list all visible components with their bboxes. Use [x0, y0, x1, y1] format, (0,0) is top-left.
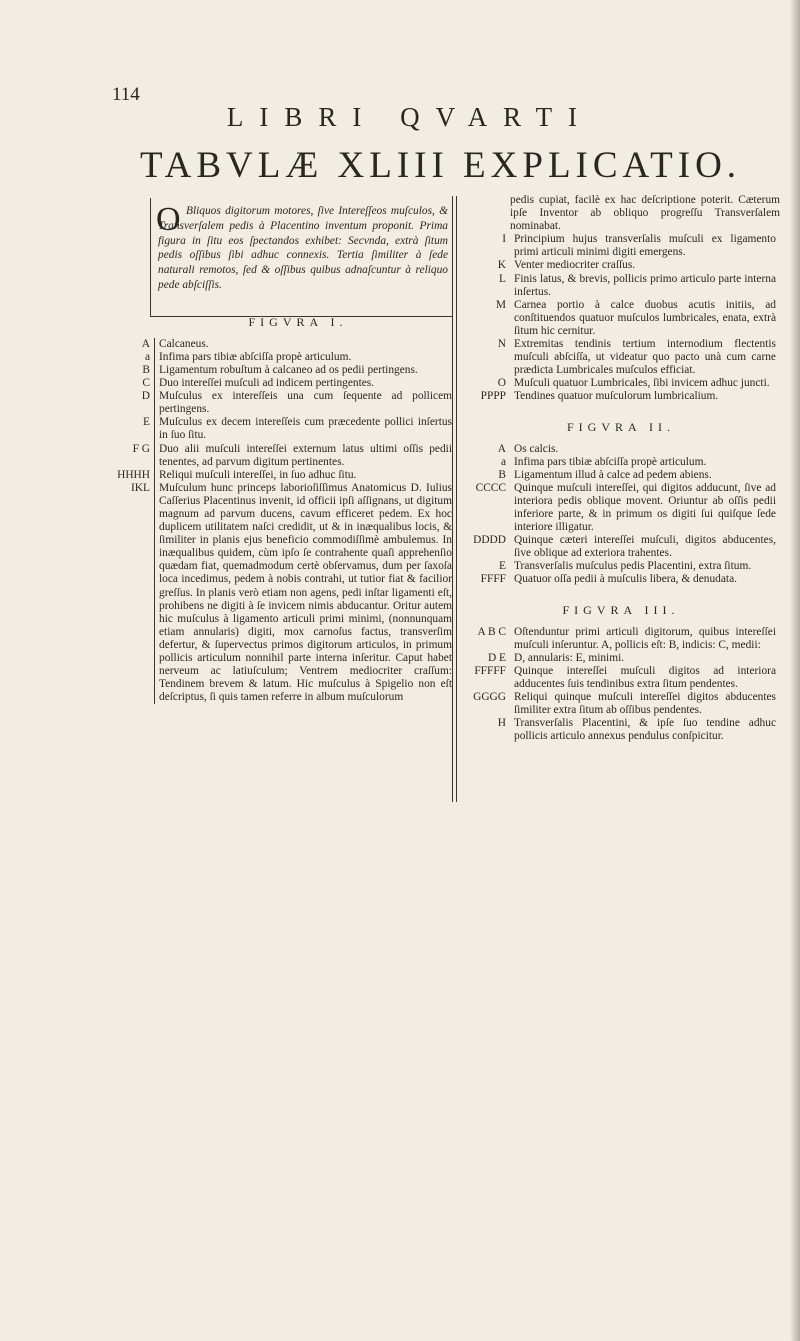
legend-text: Muſculum hunc princeps laborioſiſſimus Anatomicus D. Iulius Caſſerius Placentinus invenit, id officii ipſi aſſignans, ut digitum magnum ad parvum ducens, cavum efficeret pedem. Ex hoc duplicem utilitatem naſci credidit, ut & in inæqualibus locis, & ſimiliter in planis ejus beneficio commodiſſimè ambulemus. In inæqualibus quidem, cùm ipſo ſe contrahente quaſi apprehenſio quædam fiat, quemadmodum certè obſervamus, dum per ſaxoſa loca incedimus, pedem à nobis contrahi, ut tutior fiat & facilior greſſus. In planis verò etiam non agens, pedi inſtar ligamenti eſt, prohibens ne digiti à ſe invicem nimis abducantur. Oritur autem hic muſculus à ligamento articuli primi minimi, (nonnunquam etiam annularis) digiti, mox carnoſus factus, transverſim defertur, & ſupervectus primos digitorum articulos, in primum pollicis articulum nonnihil parte interna inſeritur. Caput habet nerveum ac latiuſculum; Ventrem mediocriter craſſum: Tendinem brevem & latum. Hic muſculus à Spigelio non eſt deſcriptus, ſi quis tamen referre in album muſculorum — [154, 482, 456, 705]
page-title: TABVLÆ XLIII EXPLICATIO. — [140, 145, 742, 186]
figure-3-heading: FIGVRA III. — [562, 602, 680, 617]
legend-label: E — [143, 416, 150, 429]
legend-text: Infima pars tibiæ abſciſſa propè articulum. — [154, 351, 456, 364]
legend-text: Muſculus ex decem intereſſeis cum præcedente pollici inſertus in ſuo ſitu. — [154, 416, 456, 442]
continuation-text: pedis cupiat, facilè ex hac deſcriptione poterit. Cæterum ipſe Inventor ab obliquo progreſſu Transverſalem nominabat. — [510, 194, 780, 233]
legend-entry — [462, 665, 780, 691]
legend-label: GGGG — [473, 691, 506, 703]
legend-entry — [462, 573, 780, 586]
legend-text: Duo intereſſei muſculi ad indicem pertingentes. — [154, 377, 456, 390]
legend-text: Quatuor oſſa pedii à muſculis libera, & denudata. — [514, 573, 738, 586]
legend-text: Transverſalis Placentini, & ipſe ſuo tendine adhuc pollicis articulo annexus pendulus conſpicitur. — [514, 717, 776, 743]
figure-2-legend — [462, 443, 780, 587]
intro-paragraph — [140, 200, 456, 293]
legend-entry — [462, 456, 780, 469]
legend-text: Muſculi quatuor Lumbricales, ſibi invicem adhuc juncti. — [514, 377, 770, 390]
column-divider-left — [456, 196, 457, 802]
legend-entry — [141, 390, 456, 416]
legend-label: N — [497, 338, 506, 351]
legend-text: Tendines quatuor muſculorum lumbricalium. — [514, 390, 719, 403]
legend-label: C — [142, 377, 150, 390]
figure-3-legend — [462, 626, 780, 744]
legend-label: a — [500, 455, 506, 468]
legend-label: CCCC — [475, 481, 506, 494]
legend-text: Reliqui quinque muſculi intereſſei digitos abducentes ſimiliter extra ſitum ab oſſibus pendentes. — [514, 691, 776, 717]
legend-entry — [144, 350, 456, 364]
legend-entry — [462, 482, 780, 534]
legend-entry — [462, 259, 780, 272]
legend-label: O — [497, 377, 506, 390]
legend-text: Duo alii muſculi intereſſei externum latus ultimi oſſis pedii tenentes, ad parvum digitum pertinentes. — [154, 443, 456, 469]
legend-label: DDDD — [473, 534, 506, 547]
legend-label: I — [502, 233, 506, 246]
legend-label: A B C — [477, 625, 506, 638]
legend-label: E — [499, 560, 506, 573]
legend-entry — [462, 338, 780, 377]
legend-text: Calcaneus. — [154, 338, 456, 351]
legend-entry — [117, 468, 456, 482]
legend-label: FFFFF — [474, 664, 506, 677]
legend-label: A — [497, 442, 506, 455]
legend-text: Venter mediocriter craſſus. — [514, 259, 636, 272]
drop-cap: O — [156, 201, 181, 238]
legend-entry — [462, 652, 780, 665]
figure-1-legend — [117, 337, 456, 705]
legend-label: L — [499, 272, 506, 285]
legend-entry — [131, 481, 456, 705]
legend-label: B — [142, 363, 150, 376]
figure-2-heading: FIGVRA II. — [566, 419, 675, 434]
legend-entry — [462, 469, 780, 482]
page-number: 114 — [112, 84, 140, 105]
intro-text: Bliquos digitorum motores, ſive Intereſſeos muſculos, & Transverſalem pedis à Placentino inventum proponit. Prima figura in ſitu eos ſpectandos exhibet: Secvnda, extrà ſitum pedis oſſibus ſibi adhuc connexis. Tertia ſimiliter à ſede naturali remotos, ſed & oſſibus quibus adnaſcuntur à reliquo pede abſciſſis. — [158, 205, 448, 291]
legend-entry — [141, 337, 456, 351]
legend-entry — [462, 626, 780, 652]
figure-1-heading: FIGVRA I. — [248, 314, 348, 329]
legend-text: Ligamentum illud à calce ad pedem abiens. — [514, 468, 712, 481]
legend-entry — [462, 717, 780, 743]
legend-entry — [462, 273, 780, 299]
legend-label: K — [497, 259, 506, 272]
legend-text: D, annularis: E, minimi. — [514, 651, 625, 664]
legend-entry — [462, 390, 780, 403]
right-column — [462, 194, 780, 743]
legend-label: F G — [132, 442, 150, 455]
left-column — [117, 200, 456, 704]
legend-entry — [462, 691, 780, 717]
legend-entry — [462, 233, 780, 259]
page-edge-shadow — [790, 0, 800, 1341]
running-title: LIBRI QVARTI — [226, 102, 594, 132]
legend-text: Oſtenduntur primi articuli digitorum, quibus intereſſei muſculi inſeruntur. A, pollicis eſt: B, indicis: C, medii: — [514, 625, 776, 651]
legend-text: Transverſalis muſculus pedis Placentini, extra ſitum. — [514, 560, 752, 573]
legend-text: Quinque cæteri intereſſei muſculi, digitos abducentes, ſive oblique ad exteriora trahentes. — [514, 534, 776, 560]
legend-text: Reliqui muſculi intereſſei, in ſuo adhuc ſitu. — [154, 469, 456, 482]
legend-label: PPPP — [480, 390, 506, 403]
legend-text: Carnea portio à calce duobus acutis initiis, ad conſtituendos quatuor muſculos lumbricales, enata, extrà ſitum hic cernitur. — [514, 298, 776, 337]
legend-label: FFFF — [480, 573, 506, 586]
legend-entry — [142, 377, 456, 390]
legend-text: Finis latus, & brevis, pollicis primo articulo parte interna inſertus. — [514, 272, 776, 298]
legend-text: Muſculus ex intereſſeis una cum ſequente ad pollicem pertingens. — [154, 390, 456, 416]
legend-entry — [462, 534, 780, 560]
legend-text: Ligamentum robuſtum à calcaneo ad os pedii pertingens. — [154, 364, 456, 377]
legend-entry — [462, 299, 780, 338]
legend-entry — [462, 560, 780, 573]
legend-entry — [142, 363, 456, 377]
legend-label: a — [144, 350, 150, 363]
legend-text: Os calcis. — [514, 442, 559, 455]
legend-entry — [462, 377, 780, 390]
legend-text: Extremitas tendinis tertium internodium flectentis muſculi abſciſſa, ut videatur quo pacto unà cum carne prædicta Lumbricales muſculos efficiat. — [514, 338, 776, 377]
legend-text: Principium hujus transverſalis muſculi ex ligamento primi articuli minimi digiti emergens. — [514, 233, 776, 259]
legend-entry — [462, 443, 780, 456]
legend-label: D E — [487, 651, 506, 664]
legend-entry — [143, 416, 456, 442]
legend-entry — [132, 442, 456, 469]
figure-1-legend-continued — [462, 233, 780, 403]
legend-text: Infima pars tibiæ abſciſſa propè articulum. — [514, 455, 707, 468]
legend-text: Quinque muſculi intereſſei, qui digitos adducunt, ſive ad interiora pedis oblique movent. Oriuntur ab oſſis pedii inferiore parte, & in primum os digiti ſui quiſque ſede interiore illigatur. — [514, 481, 776, 534]
legend-label: B — [498, 468, 506, 481]
legend-label: D — [141, 390, 150, 403]
legend-text: Quinque intereſſei muſculi digitos ad interiora adducentes ſuis tendinibus extra ſitum pendentes. — [514, 664, 776, 690]
legend-label: IKL — [131, 481, 150, 494]
legend-label: A — [141, 337, 150, 350]
legend-label: HHHH — [117, 468, 150, 481]
legend-label: H — [497, 717, 506, 730]
legend-label: M — [495, 298, 506, 311]
